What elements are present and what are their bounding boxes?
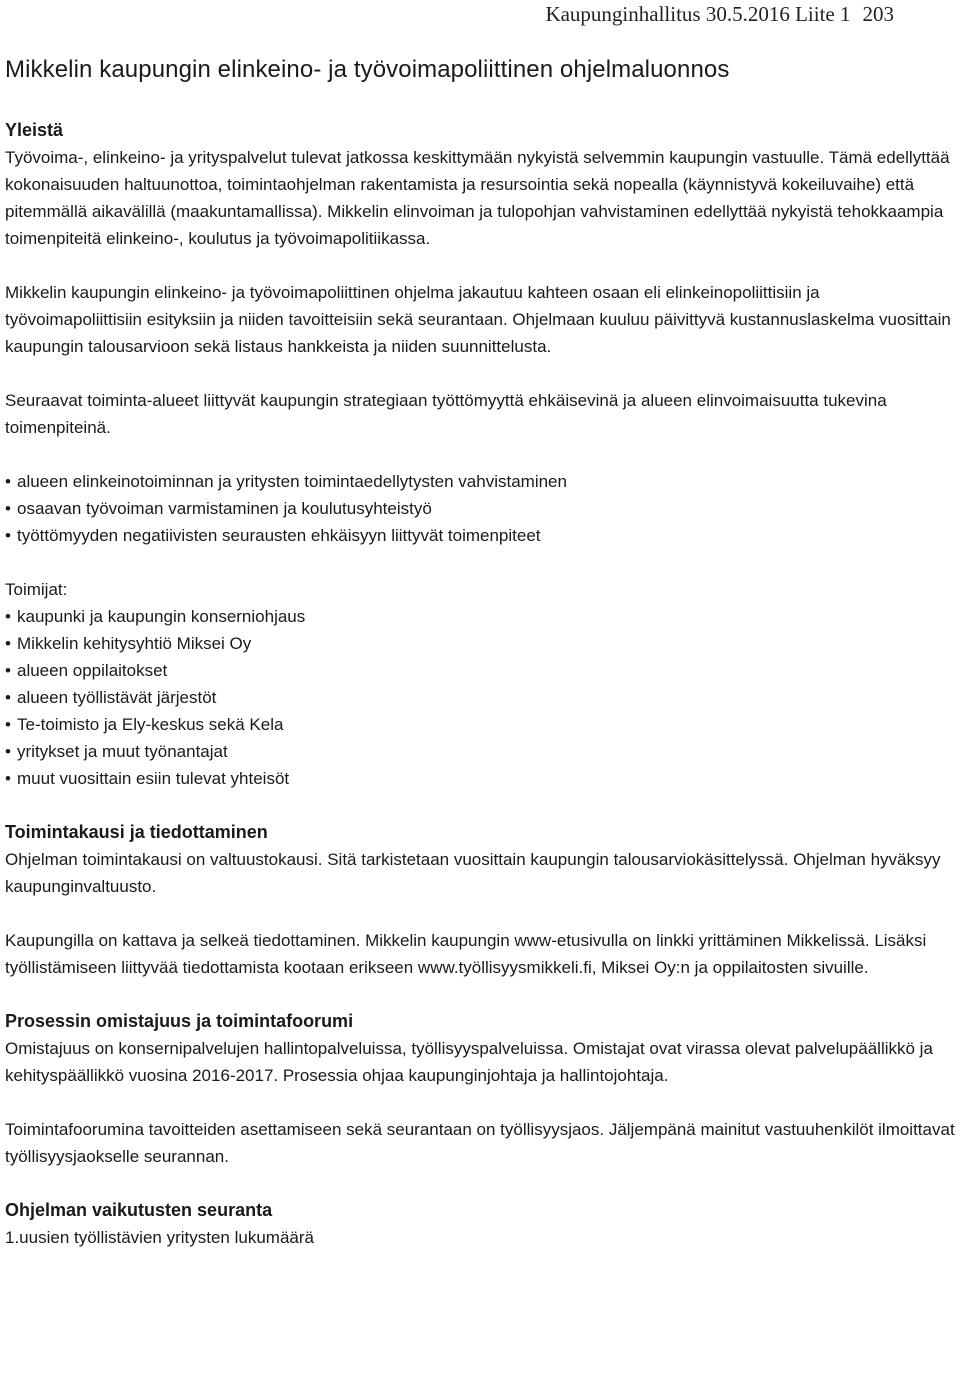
bullet-icon: • <box>5 499 11 518</box>
spacer <box>5 981 955 1008</box>
spacer <box>5 1170 955 1197</box>
seuranta-item-1: 1.uusien työllistävien yritysten lukumäärä <box>5 1228 314 1247</box>
paragraph-yleista-3: Seuraavat toiminta-alueet liittyvät kaupungin strategiaan työttömyyttä ehkäisevinä ja alueen elinvoimaisuutta tukevina toimenpiteinä. <box>5 391 887 437</box>
spacer <box>5 252 955 279</box>
spacer <box>5 792 955 819</box>
spacer <box>5 360 955 387</box>
bullet-list-actors <box>5 603 955 792</box>
page-number: 203 <box>862 2 894 26</box>
spacer <box>5 441 955 468</box>
bullet-list-areas <box>5 468 955 549</box>
bullet-icon: • <box>5 715 11 734</box>
heading-yleista: Yleistä <box>5 120 64 140</box>
paragraph-prosessi-1: Omistajuus on konsernipalvelujen hallintopalveluissa, työllisyyspalveluissa. Omistajat ovat virassa olevat palvelupäällikkö ja kehityspäällikkö vuosina 2016-2017. Prosessia ohjaa kaupunginjohtaja ja hallintojohtaja. <box>5 1039 933 1085</box>
list-item: • Te-toimisto ja Ely-keskus sekä Kela <box>5 711 955 738</box>
paragraph-yleista-1: Työvoima-, elinkeino- ja yrityspalvelut tulevat jatkossa keskittymään nykyistä selvemmin kaupungin vastuulle. Tämä edellyttää kokonaisuuden haltuunottoa, toimintaohjelman rakentamista ja resursointia sekä nopealla (käynnistyvä kokeiluvaihe) että pitemmällä aikavälillä (maakuntamallissa). Mikkelin elinvoiman ja tulopohjan vahvistaminen edellyttää nykyistä tehokkaampia toimenpiteitä elinkeino-, koulutus ja työvoimapolitiikassa. <box>5 148 950 248</box>
heading-prosessi: Prosessin omistajuus ja toimintafoorumi <box>5 1011 354 1031</box>
paragraph-yleista-2: Mikkelin kaupungin elinkeino- ja työvoimapoliittinen ohjelma jakautuu kahteen osaan eli elinkeinopoliittisiin ja työvoimapoliittisiin esityksiin ja niiden tavoitteisiin sekä seurantaan. Ohjelmaan kuuluu päivittyvä kustannuslaskelma vuosittain kaupungin talousarvioon sekä listaus hankkeista ja niiden suunnittelusta. <box>5 283 951 356</box>
document-body <box>5 117 955 1251</box>
bullet-icon: • <box>5 526 11 545</box>
spacer <box>5 900 955 927</box>
bullet-icon: • <box>5 607 11 626</box>
list-item: • alueen työllistävät järjestöt <box>5 684 955 711</box>
list-item: • työttömyyden negatiivisten seurausten ehkäisyyn liittyvät toimenpiteet <box>5 522 955 549</box>
list-item: • Mikkelin kehitysyhtiö Miksei Oy <box>5 630 955 657</box>
list-item: • osaavan työvoiman varmistaminen ja koulutusyhteistyö <box>5 495 955 522</box>
paragraph-toimintakausi-1: Ohjelman toimintakausi on valtuustokausi. Sitä tarkistetaan vuosittain kaupungin talousarviokäsittelyssä. Ohjelman hyväksyy kaupunginvaltuusto. <box>5 850 941 896</box>
bullet-icon: • <box>5 742 11 761</box>
heading-seuranta: Ohjelman vaikutusten seuranta <box>5 1200 273 1220</box>
bullet-icon: • <box>5 472 11 491</box>
spacer <box>5 549 955 576</box>
bullet-icon: • <box>5 688 11 707</box>
list-item: • yritykset ja muut työnantajat <box>5 738 955 765</box>
bullet-icon: • <box>5 769 11 788</box>
document-title: Mikkelin kaupungin elinkeino- ja työvoimapoliittinen ohjelmaluonnos <box>5 56 730 83</box>
spacer <box>5 1089 955 1116</box>
list-item: • kaupunki ja kaupungin konserniohjaus <box>5 603 955 630</box>
bullet-icon: • <box>5 661 11 680</box>
paragraph-prosessi-2: Toimintafoorumina tavoitteiden asettamiseen sekä seurantaan on työllisyysjaos. Jäljempänä mainitut vastuuhenkilöt ilmoittavat työllisyysjaokselle seurannan. <box>5 1120 955 1166</box>
heading-toimintakausi: Toimintakausi ja tiedottaminen <box>5 822 268 842</box>
list-item: • alueen elinkeinotoiminnan ja yritysten toimintaedellytysten vahvistaminen <box>5 468 955 495</box>
list-item: • muut vuosittain esiin tulevat yhteisöt <box>5 765 955 792</box>
page-header <box>545 2 894 27</box>
paragraph-toimintakausi-2: Kaupungilla on kattava ja selkeä tiedottaminen. Mikkelin kaupungin www-etusivulla on linkki yrittäminen Mikkelissä. Lisäksi työllistämiseen liittyvää tiedottamista kootaan erikseen www.työllisyysmikkeli.fi, Miksei Oy:n ja oppilaitosten sivuille. <box>5 931 927 977</box>
header-text: Kaupunginhallitus 30.5.2016 Liite 1 <box>545 2 851 26</box>
bullet-icon: • <box>5 634 11 653</box>
actors-label: Toimijat: <box>5 580 68 599</box>
list-item: • alueen oppilaitokset <box>5 657 955 684</box>
